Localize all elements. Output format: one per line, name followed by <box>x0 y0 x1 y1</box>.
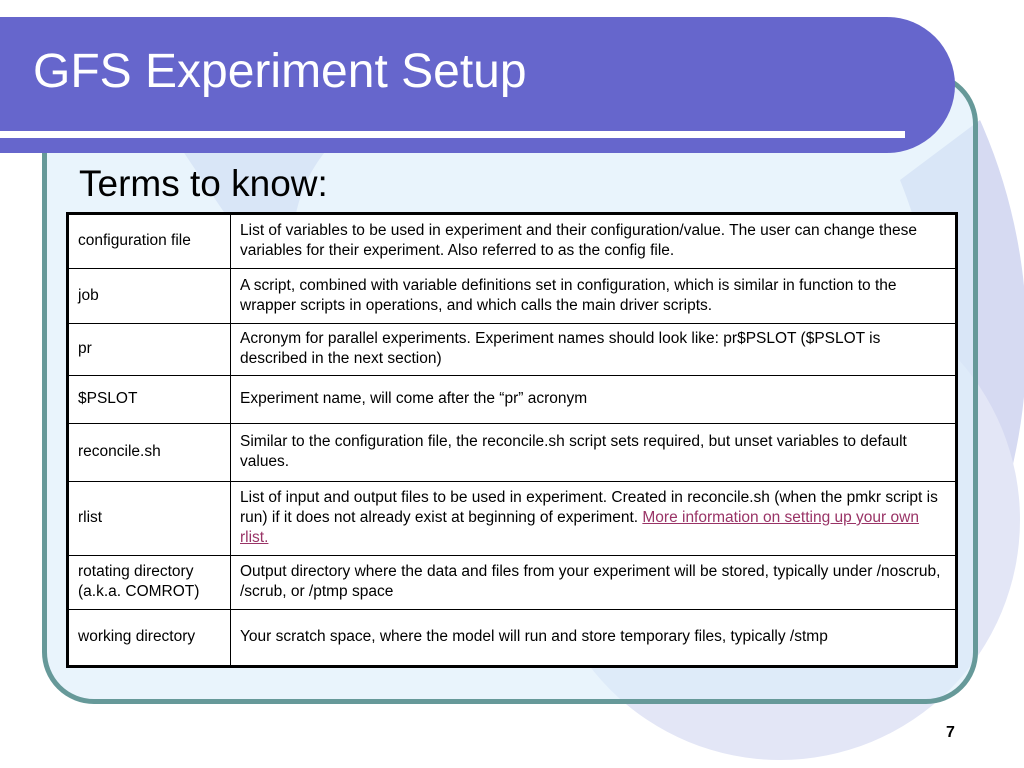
definition-cell: Output directory where the data and files from your experiment will be stored, typically under /noscrub, /scrub, or /ptmp space <box>231 556 957 610</box>
term-cell: rotating directory (a.k.a. COMROT) <box>68 556 231 610</box>
table-row <box>68 269 957 324</box>
terms-table <box>66 212 958 668</box>
table-row <box>68 424 957 482</box>
definition-cell: Your scratch space, where the model will run and store temporary files, typically /stmp <box>231 610 957 667</box>
table-row <box>68 482 957 556</box>
definition-cell: A script, combined with variable definitions set in configuration, which is similar in function to the wrapper scripts in operations, and which calls the main driver scripts. <box>231 269 957 324</box>
definition-cell: Similar to the configuration file, the reconcile.sh script sets required, but unset variables to default values. <box>231 424 957 482</box>
page-number: 7 <box>946 724 955 741</box>
title-underline <box>0 131 905 138</box>
definition-cell: List of variables to be used in experiment and their configuration/value. The user can change these variables for their experiment. Also referred to as the config file. <box>231 214 957 269</box>
table-row <box>68 610 957 667</box>
table-row <box>68 214 957 269</box>
term-cell: working directory <box>68 610 231 667</box>
slide-title: GFS Experiment Setup <box>33 45 527 98</box>
term-cell: $PSLOT <box>68 376 231 424</box>
table-row <box>68 556 957 610</box>
definition-cell <box>231 482 957 556</box>
term-cell: rlist <box>68 482 231 556</box>
definition-cell: Experiment name, will come after the “pr” acronym <box>231 376 957 424</box>
term-cell: reconcile.sh <box>68 424 231 482</box>
term-cell: job <box>68 269 231 324</box>
table-row <box>68 376 957 424</box>
table-row <box>68 324 957 376</box>
definition-cell: Acronym for parallel experiments. Experiment names should look like: pr$PSLOT ($PSLOT is described in the next section) <box>231 324 957 376</box>
rlist-info-link[interactable]: More information on setting up your own rlist. <box>240 509 919 546</box>
term-cell: configuration file <box>68 214 231 269</box>
definition-text: List of input and output files to be used in experiment. Created in reconcile.sh (when the pmkr script is run) if it does not already exist at beginning of experiment. <box>240 489 938 526</box>
term-cell: pr <box>68 324 231 376</box>
section-heading: Terms to know: <box>79 163 328 204</box>
